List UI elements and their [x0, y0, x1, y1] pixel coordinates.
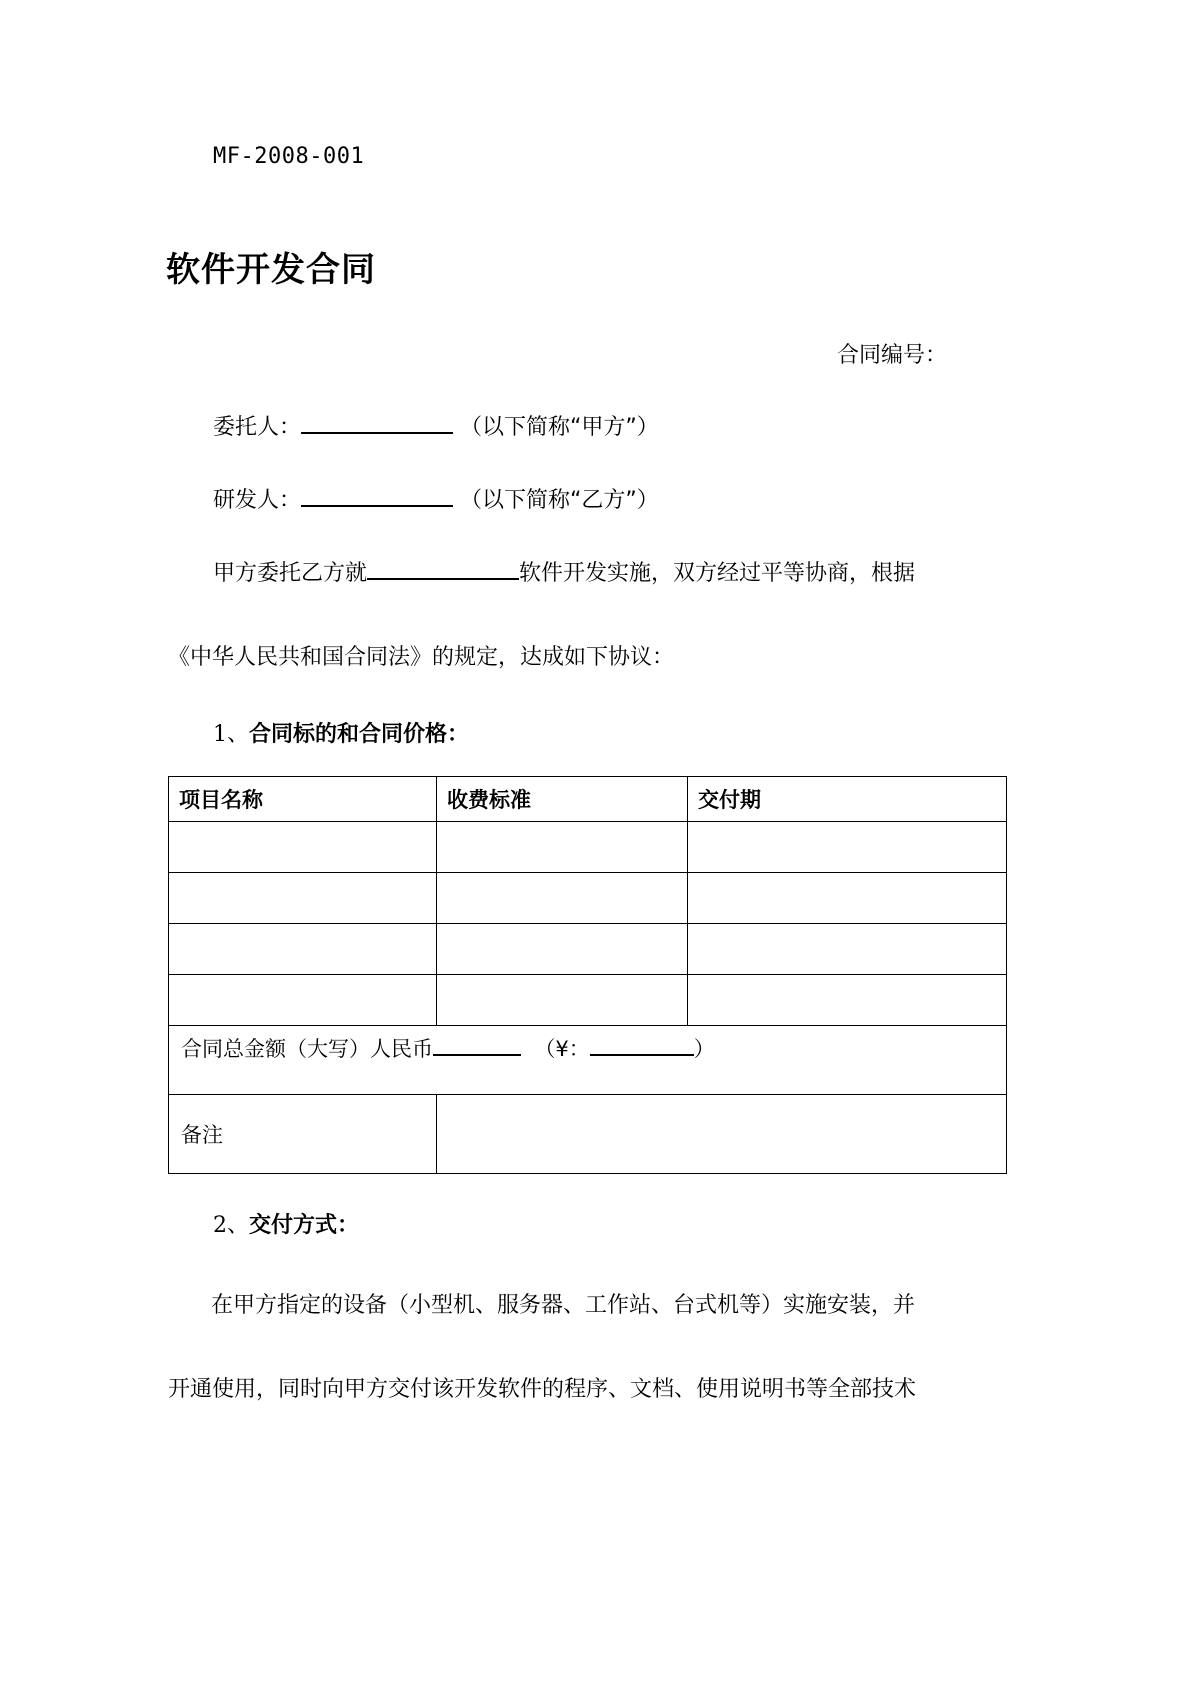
client-name-blank[interactable]: [301, 432, 453, 434]
cell-delivery-term[interactable]: [688, 873, 1007, 924]
section-2-title: 交付方式：: [249, 1213, 360, 1238]
table-header-delivery-term: 交付期: [688, 777, 1007, 822]
delivery-paragraph-line-1: 在甲方指定的设备（小型机、服务器、工作站、台式机等）实施安装，并: [211, 1293, 916, 1318]
cell-project-name[interactable]: [169, 822, 437, 873]
intro-prefix: 甲方委托乙方就: [213, 561, 368, 586]
total-amount-prefix: 合同总金额（大写）人民币: [181, 1037, 433, 1061]
developer-party-line: [213, 483, 659, 514]
cell-project-name[interactable]: [169, 873, 437, 924]
intro-paragraph-line-1: [213, 556, 915, 587]
cell-fee-standard[interactable]: [437, 975, 688, 1026]
table-header-row: [169, 777, 1007, 822]
remark-row: [169, 1095, 1007, 1174]
developer-alias: （以下简称“乙方”）: [460, 488, 659, 513]
table-row[interactable]: [169, 873, 1007, 924]
cell-fee-standard[interactable]: [437, 822, 688, 873]
section-1-title: 合同标的和合同价格：: [249, 722, 470, 747]
page-title: 软件开发合同: [166, 249, 376, 290]
section-heading-1: [213, 717, 469, 748]
price-table: [168, 776, 1007, 1174]
total-amount-row: [169, 1026, 1007, 1095]
cell-delivery-term[interactable]: [688, 822, 1007, 873]
client-party-line: [213, 410, 659, 441]
cell-delivery-term[interactable]: [688, 924, 1007, 975]
contract-number-label: 合同编号：: [836, 343, 947, 368]
table-header-project-name: 项目名称: [169, 777, 437, 822]
total-amount-middle: （¥：: [534, 1037, 590, 1061]
cell-project-name[interactable]: [169, 975, 437, 1026]
delivery-paragraph-line-2: 开通使用，同时向甲方交付该开发软件的程序、文档、使用说明书等全部技术: [168, 1377, 917, 1402]
intro-suffix: 软件开发实施，双方经过平等协商，根据: [519, 561, 916, 586]
total-amount-words-blank[interactable]: [433, 1054, 521, 1056]
table-row[interactable]: [169, 975, 1007, 1026]
remark-label: 备注: [169, 1095, 437, 1174]
section-2-number: 2、: [213, 1213, 249, 1238]
cell-fee-standard[interactable]: [437, 924, 688, 975]
table-header-fee-standard: 收费标准: [437, 777, 688, 822]
intro-paragraph-line-2: 《中华人民共和国合同法》的规定，达成如下协议：: [168, 645, 675, 670]
cell-delivery-term[interactable]: [688, 975, 1007, 1026]
cell-project-name[interactable]: [169, 924, 437, 975]
table-row[interactable]: [169, 822, 1007, 873]
document-code: MF-2008-001: [213, 144, 365, 169]
total-amount-figures-blank[interactable]: [590, 1054, 694, 1056]
section-1-number: 1、: [213, 722, 249, 747]
section-heading-2: [213, 1208, 359, 1239]
cell-fee-standard[interactable]: [437, 873, 688, 924]
total-amount-cell[interactable]: [169, 1026, 1007, 1095]
client-alias: （以下简称“甲方”）: [460, 415, 659, 440]
developer-label: 研发人：: [213, 488, 302, 513]
table-row[interactable]: [169, 924, 1007, 975]
project-name-blank[interactable]: [367, 578, 519, 580]
developer-name-blank[interactable]: [301, 505, 453, 507]
remark-value-cell[interactable]: [437, 1095, 1007, 1174]
total-amount-suffix: ）: [693, 1037, 715, 1061]
client-label: 委托人：: [213, 415, 302, 440]
